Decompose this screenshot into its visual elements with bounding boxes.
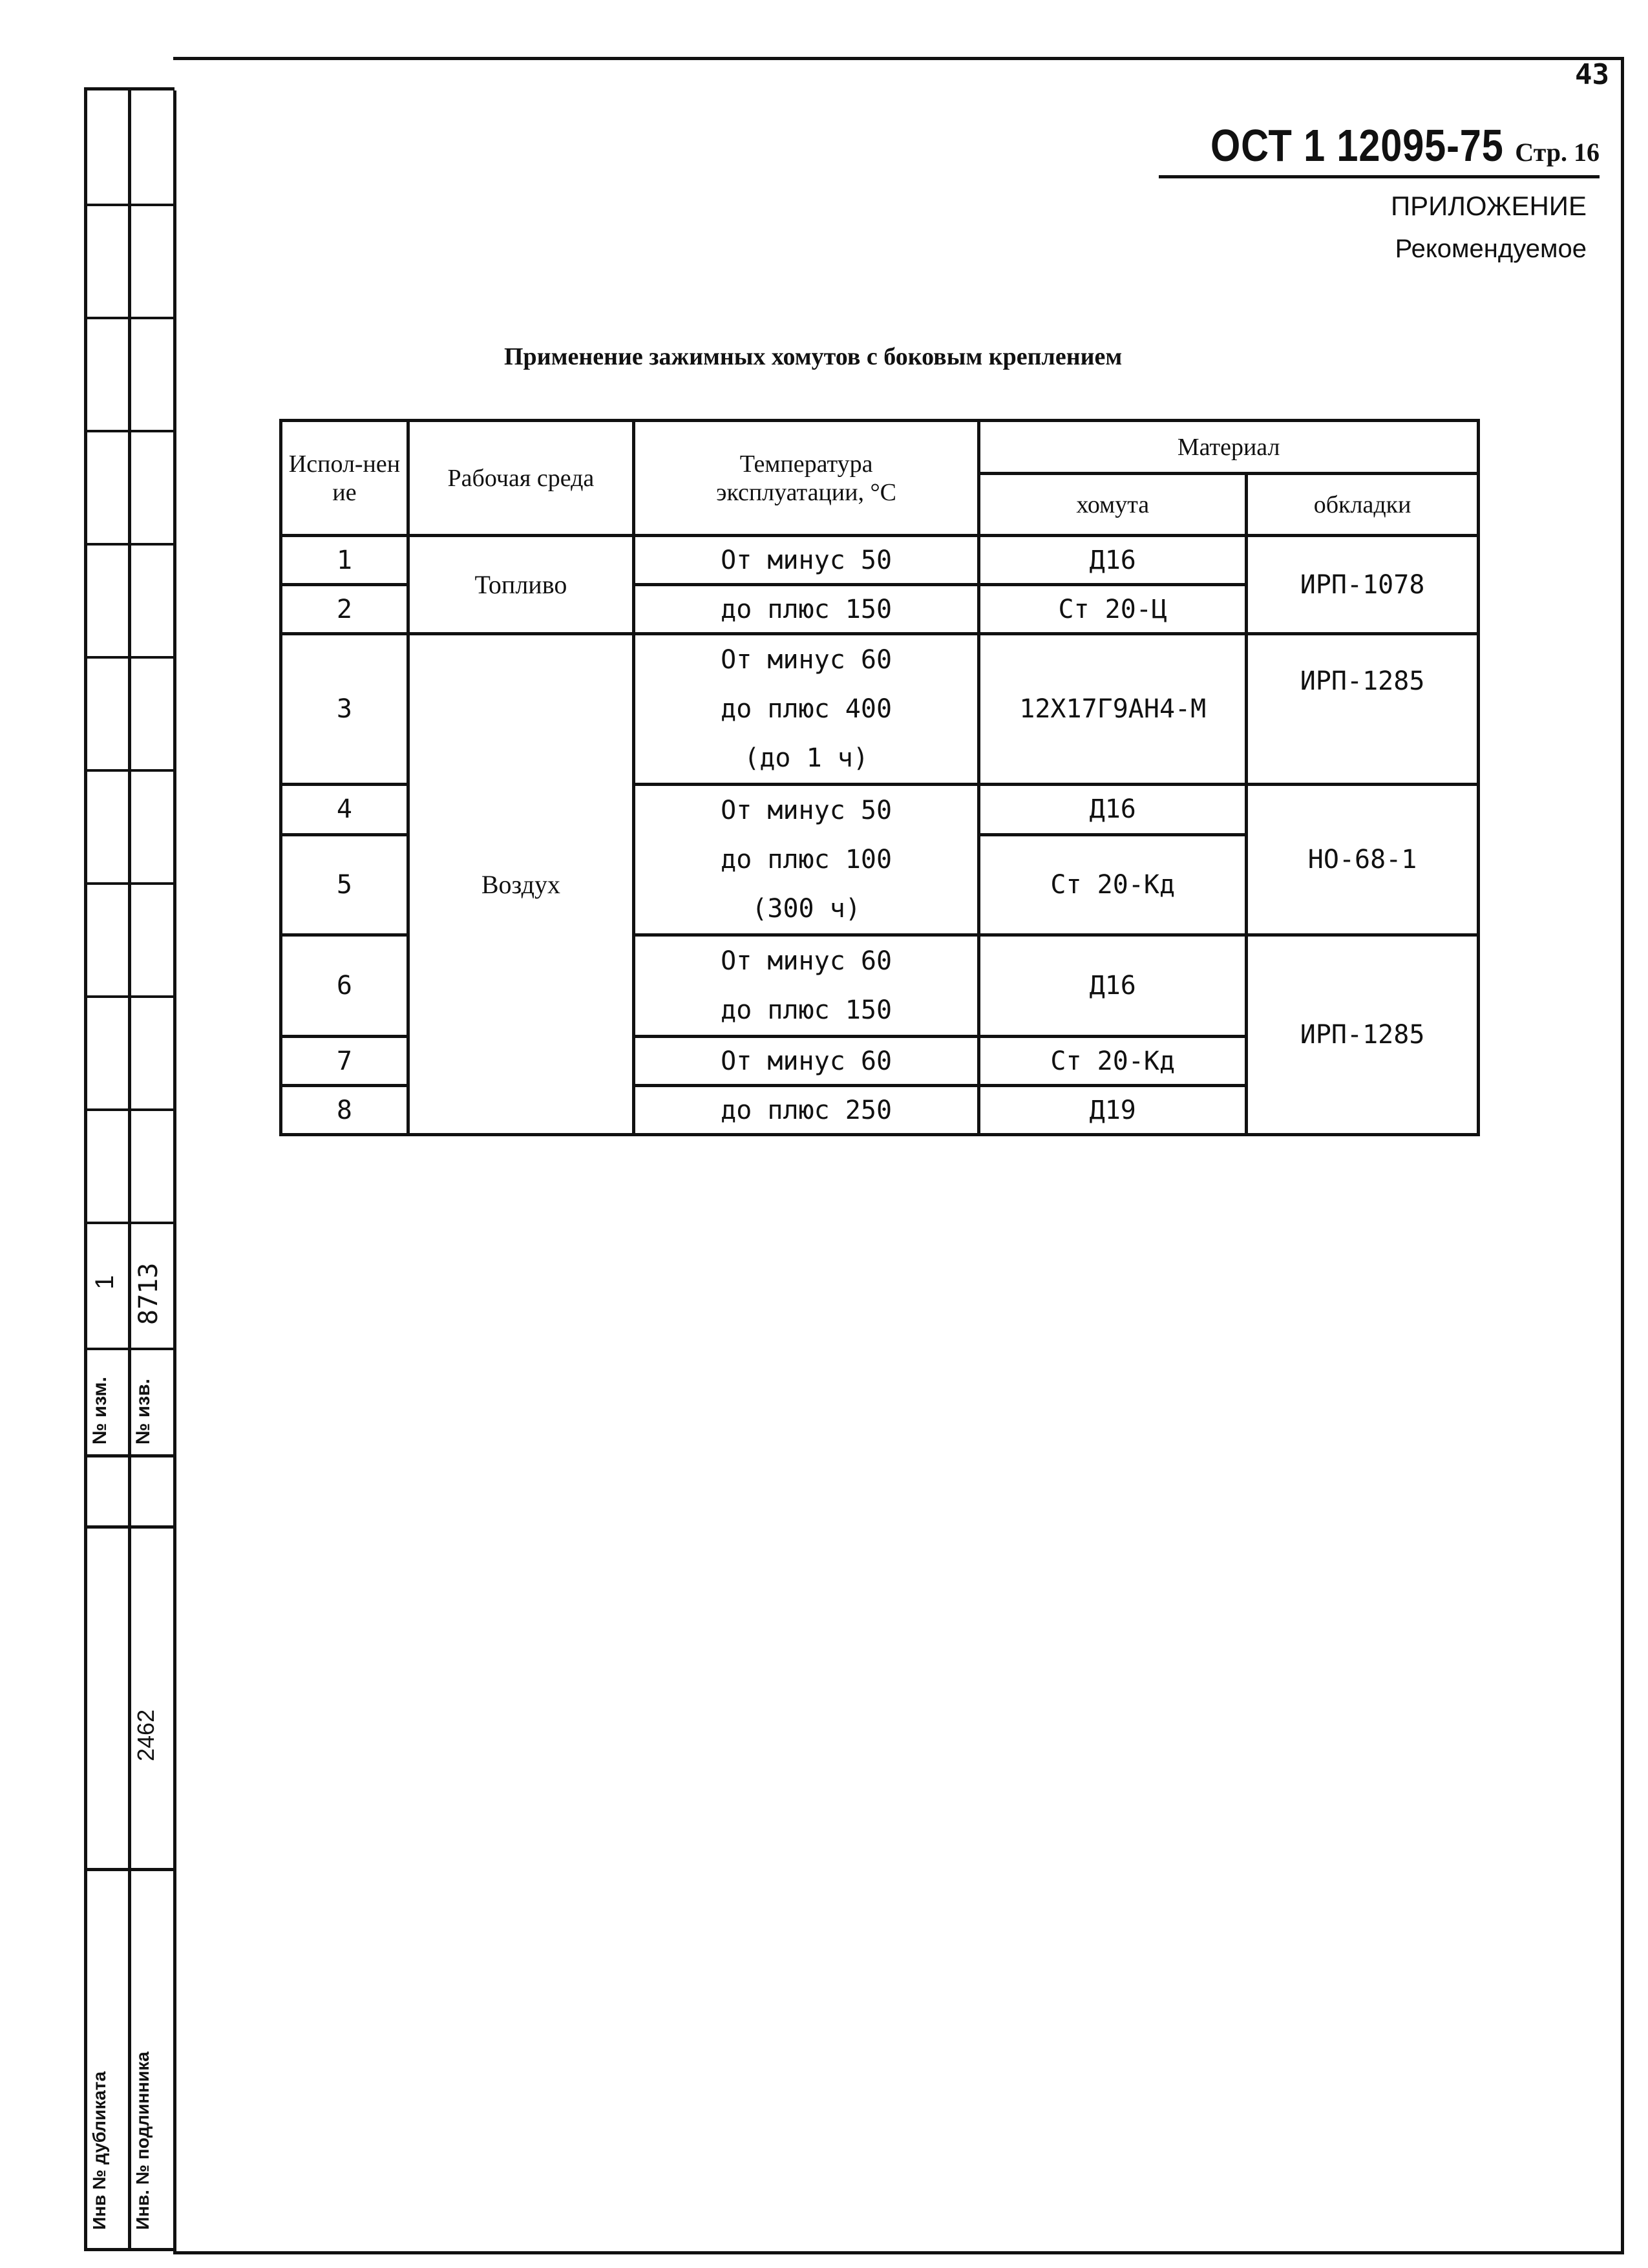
table-cell: 5 <box>281 834 408 935</box>
table-cell: до плюс 150 <box>633 585 978 634</box>
table-cell-line: до плюс 400 <box>721 694 893 724</box>
table-cell-line: От минус 60 <box>721 645 893 675</box>
table-cell: ИРП-1285 <box>1247 935 1479 1135</box>
table-cell <box>633 785 978 935</box>
table-cell: 1 <box>281 536 408 585</box>
table-cell-line: От минус 60 <box>721 946 893 976</box>
notice-number-label: № изв. <box>132 1379 154 1445</box>
table-cell-line: От минус 50 <box>721 796 893 825</box>
page-label: Стр. 16 <box>1515 138 1600 167</box>
recommended-label: Рекомендуемое <box>1395 235 1587 263</box>
table-cell: Д19 <box>979 1086 1247 1135</box>
appendix-label: ПРИЛОЖЕНИЕ <box>1390 191 1587 221</box>
table-cell: 6 <box>281 935 408 1037</box>
notice-number-value: 8713 <box>134 1262 164 1325</box>
table-cell <box>633 634 978 785</box>
original-inventory-value: 2462 <box>132 1709 159 1761</box>
table-cell: 7 <box>281 1037 408 1086</box>
duplicate-inventory-label: Инв № дубликата <box>89 2071 109 2230</box>
table-cell: От минус 50 <box>633 536 978 585</box>
table-cell: 4 <box>281 785 408 835</box>
header-medium: Рабочая среда <box>408 421 633 536</box>
table-cell <box>633 935 978 1037</box>
clamp-application-table <box>279 419 1480 1136</box>
table-cell-line: (до 1 ч) <box>744 743 869 773</box>
table-cell: Ст 20-Ц <box>979 585 1247 634</box>
table-cell-line: до плюс 100 <box>721 845 893 874</box>
table-cell: Воздух <box>408 634 633 1135</box>
table-cell: 8 <box>281 1086 408 1135</box>
change-number-value: 1 <box>90 1275 119 1289</box>
table-cell-line: до плюс 150 <box>721 995 893 1025</box>
change-number-label: № изм. <box>89 1377 111 1445</box>
table-cell: Топливо <box>408 536 633 634</box>
table-cell-line: (300 ч) <box>752 894 861 924</box>
document-header <box>1159 120 1600 178</box>
table-cell: От минус 60 <box>633 1037 978 1086</box>
frame-left-border <box>173 90 176 2251</box>
table-cell: Ст 20-Кд <box>979 1037 1247 1086</box>
header-temperature: Температура эксплуатации, °С <box>633 421 978 536</box>
original-inventory-label: Инв. № подлинника <box>132 2051 153 2230</box>
table-cell: Д16 <box>979 536 1247 585</box>
table-cell: ИРП-1285 <box>1247 634 1479 785</box>
page-frame <box>173 57 1624 2254</box>
page-number: 43 <box>1575 58 1609 91</box>
table-cell: 2 <box>281 585 408 634</box>
table-cell: 3 <box>281 634 408 785</box>
header-variant: Испол-нение <box>281 421 408 536</box>
document-code: ОСТ 1 12095-75 <box>1210 120 1504 171</box>
table-cell: до плюс 250 <box>633 1086 978 1135</box>
header-clamp: хомута <box>979 474 1247 536</box>
table-title: Применение зажимных хомутов с боковым креплением <box>504 343 1123 370</box>
table-cell: НО-68-1 <box>1247 785 1479 935</box>
table-cell: Д16 <box>979 935 1247 1037</box>
table-cell: Д16 <box>979 785 1247 835</box>
header-lining: обкладки <box>1247 474 1479 536</box>
header-material: Материал <box>979 421 1479 474</box>
table-cell: 12Х17Г9АН4-М <box>979 634 1247 785</box>
table-cell: ИРП-1078 <box>1247 536 1479 634</box>
table-cell: Ст 20-Кд <box>979 834 1247 935</box>
